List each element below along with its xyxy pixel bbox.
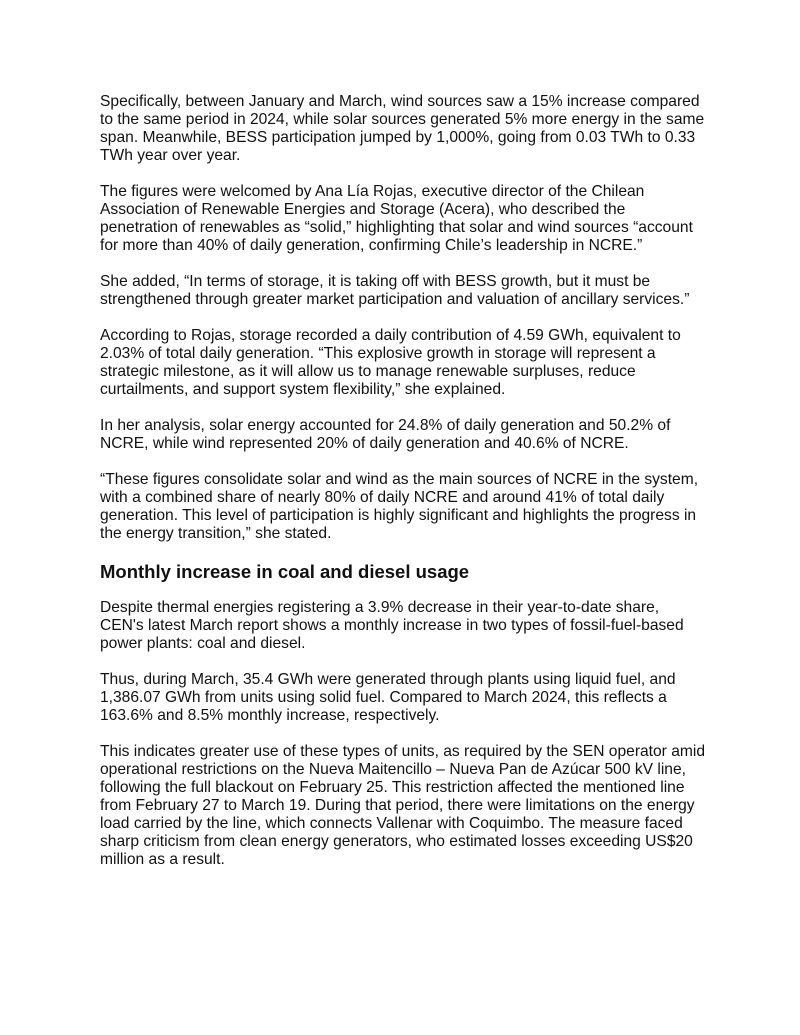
paragraph-solar-wind-share: In her analysis, solar energy accounted for 24.8% of daily generation and 50.2% of NCRE, while wind represented 20% of daily generation and 40.6% of NCRE. (100, 417, 671, 452)
paragraph-acera-rojas: The figures were welcomed by Ana Lía Rojas, executive director of the Chilean Association of Renewable Energies and Storage (Acera), who described the penetration of renewables as “solid,” highlighting that solar and wind sources “account for more than 40% of daily generation, confirming Chile’s leadership in NCRE.” (100, 183, 693, 254)
paragraph-fuel-generation: Thus, during March, 35.4 GWh were generated through plants using liquid fuel, and 1,386.07 GWh from units using solid fuel. Compared to March 2024, this reflects a 163.6% and 8.5% monthly increase, respectively. (100, 671, 676, 724)
paragraph-ncre-consolidation: “These figures consolidate solar and wind as the main sources of NCRE in the system, with a combined share of nearly 80% of daily NCRE and around 41% of total daily generation. This level of participation is highly significant and highlights the progress in the energy transition,” she stated. (100, 471, 699, 542)
paragraph-wind-solar-bess: Specifically, between January and March, wind sources saw a 15% increase compared to the same period in 2024, while solar sources generated 5% more energy in the same span. Meanwhile, BESS participation jumped by 1,000%, going from 0.03 TWh to 0.33 TWh year over year. (100, 93, 705, 164)
paragraph-storage-quote: She added, “In terms of storage, it is taking off with BESS growth, but it must be strengthened through greater market participation and valuation of ancillary services.” (100, 273, 690, 308)
paragraph-thermal-decrease: Despite thermal energies registering a 3.9% decrease in their year-to-date share, CEN's latest March report shows a monthly increase in two types of fossil-fuel-based power plants: coal and diesel. (100, 599, 684, 652)
paragraph-line-restriction: This indicates greater use of these types of units, as required by the SEN operator amid operational restrictions on the Nueva Maitencillo – Nueva Pan de Azúcar 500 kV line, following the full blackout on February 25. This restriction affected the mentioned line from February 27 to March 19. During that period, there were limitations on the energy load carried by the line, which connects Vallenar with Coquimbo. The measure faced sharp criticism from clean energy generators, who estimated losses exceeding US$20 million as a result. (100, 743, 706, 868)
document-page (100, 93, 705, 887)
paragraph-storage-contribution: According to Rojas, storage recorded a daily contribution of 4.59 GWh, equivalent to 2.03% of total daily generation. “This explosive growth in storage will represent a strategic milestone, as it will allow us to manage renewable surpluses, reduce curtailments, and support system flexibility,” she explained. (100, 327, 681, 398)
section-heading: Monthly increase in coal and diesel usage (100, 561, 470, 582)
